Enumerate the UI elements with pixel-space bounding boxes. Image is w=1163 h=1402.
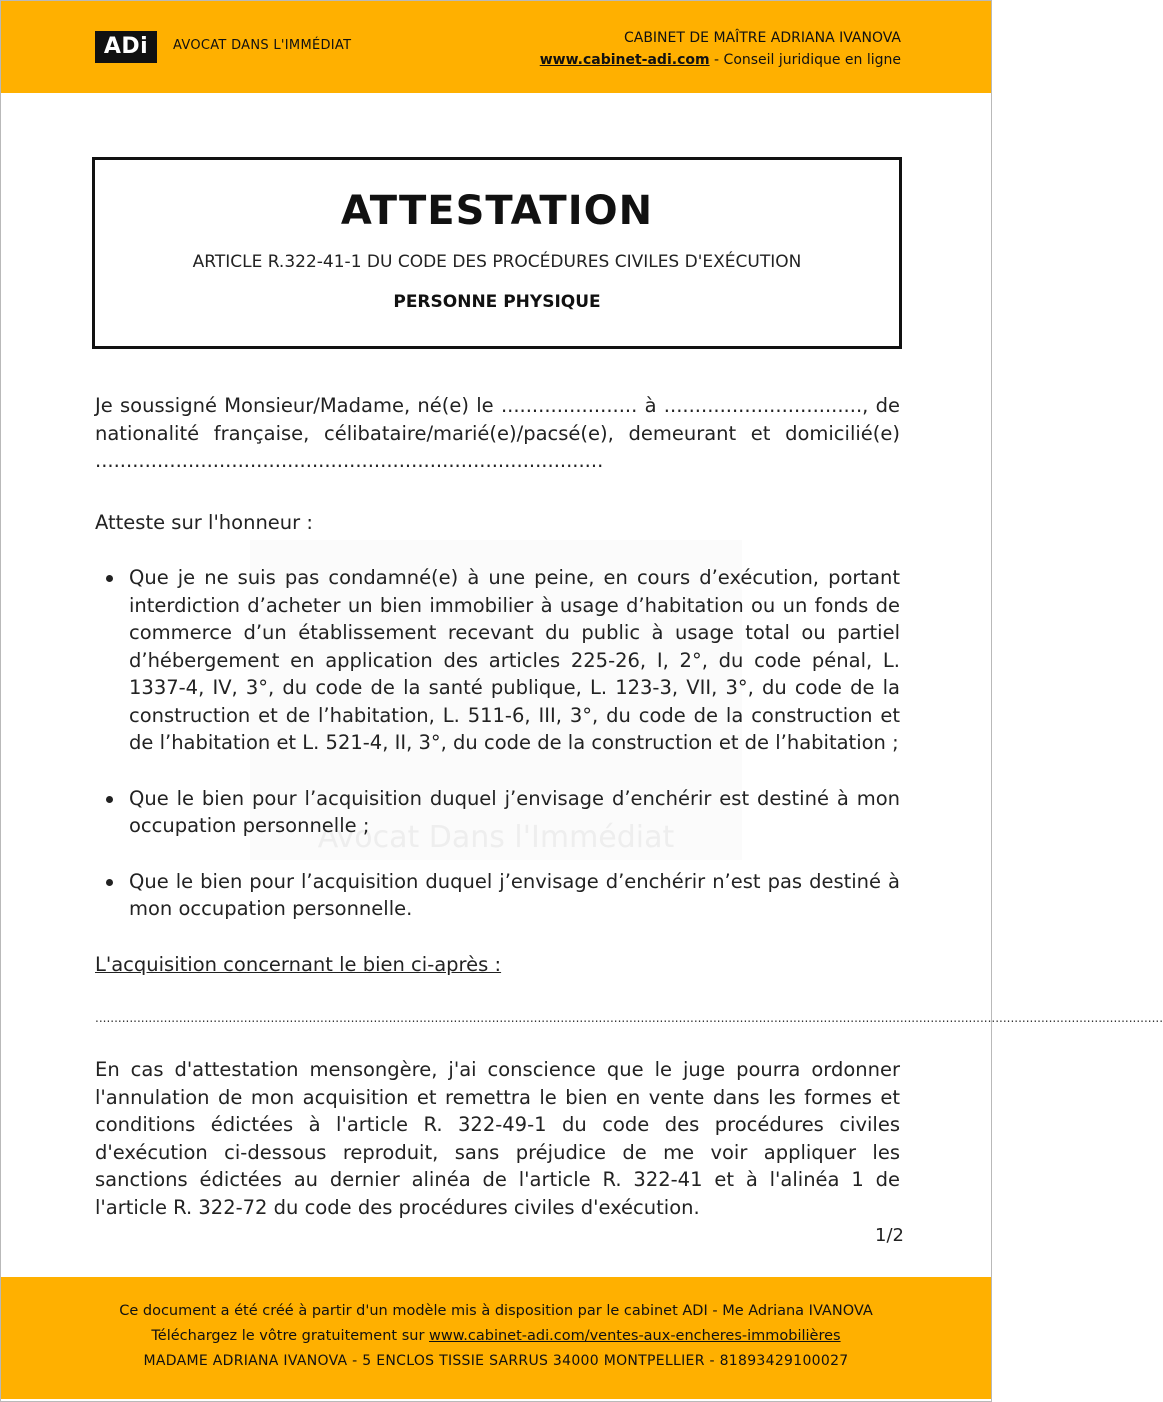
document-type: PERSONNE PHYSIQUE	[393, 292, 601, 312]
attest-heading: Atteste sur l'honneur :	[95, 510, 313, 534]
header-band	[1, 1, 991, 93]
list-item: Que le bien pour l’acquisition duquel j’envisage d’enchérir est destiné à mon occupation personnelle ;	[95, 785, 900, 840]
logo-tagline: AVOCAT DANS L'IMMÉDIAT	[173, 38, 352, 53]
title-box	[92, 157, 902, 349]
document-subtitle: ARTICLE R.322-41-1 DU CODE DES PROCÉDURES CIVILES D'EXÉCUTION	[192, 252, 802, 272]
final-paragraph: En cas d'attestation mensongère, j'ai conscience que le juge pourra ordonner l'annulation de mon acquisition et remettra le bien en vente dans les formes et conditions édictées à l'article R. 322-49-1 du code des procédures civiles d'exécution ci-dessous reproduit, sans préjudice de me voir appliquer les sanctions édictées au dernier alinéa de l'article R. 322-41 et à l'alinéa 1 de l'article R. 322-72 du code des procédures civiles d'exécution.	[95, 1058, 900, 1219]
list-item: Que le bien pour l’acquisition duquel j’envisage d’enchérir n’est pas destiné à mon occupation personnelle.	[95, 868, 900, 923]
attest-list	[95, 564, 900, 923]
document-body	[95, 392, 1163, 1221]
footer-download-line	[1, 1328, 991, 1344]
list-item: Que je ne suis pas condamné(e) à une peine, en cours d’exécution, portant interdiction d’acheter un bien immobilier à usage d’habitation ou un fonds de commerce d’un établissement recevant du public à usage total ou partiel d’hébergement en application des articles 225-26, I, 2°, du code pénal, L. 1337-4, IV, 3°, du code de la santé publique, L. 123-3, VII, 3°, du code de la construction et de l’habitation, L. 511-6, III, 3°, du code de la construction et de l’habitation et L. 521-4, II, 3°, du code de la construction et de l’habitation ;	[95, 564, 900, 757]
firm-website-line	[540, 49, 901, 71]
website-suffix: - Conseil juridique en ligne	[709, 52, 901, 68]
watermark-text: Avocat Dans l'Immédiat	[317, 820, 675, 855]
acquisition-label: L'acquisition concernant le bien ci-après :	[95, 952, 502, 976]
footer-download-link[interactable]: www.cabinet-adi.com/ventes-aux-encheres-immobilières	[429, 1328, 841, 1344]
page-number: 1/2	[875, 1225, 904, 1246]
footer-credit: Ce document a été créé à partir d'un modèle mis à disposition par le cabinet ADI - Me Adriana IVANOVA	[119, 1303, 873, 1319]
logo: ADi	[95, 31, 157, 63]
footer-download-prefix: Téléchargez le vôtre gratuitement sur	[151, 1328, 430, 1344]
intro-paragraph: Je soussigné Monsieur/Madame, né(e) le ...................... à ................................, de nationalité française, célibataire/marié(e)/pacsé(e), demeurant et domicilié(e) ..................................................................................	[95, 394, 900, 472]
firm-name: CABINET DE MAÎTRE ADRIANA IVANOVA	[623, 30, 901, 46]
website-link[interactable]: www.cabinet-adi.com	[539, 52, 710, 68]
footer-band	[1, 1277, 991, 1399]
footer-address: MADAME ADRIANA IVANOVA - 5 ENCLOS TISSIE SARRUS 34000 MONTPELLIER - 81893429100027	[143, 1353, 849, 1369]
acquisition-blank-line: ........................................................................................................................................................................................................................................................................................	[95, 1011, 1163, 1025]
document-title: ATTESTATION	[340, 188, 654, 234]
firm-info	[540, 27, 901, 71]
